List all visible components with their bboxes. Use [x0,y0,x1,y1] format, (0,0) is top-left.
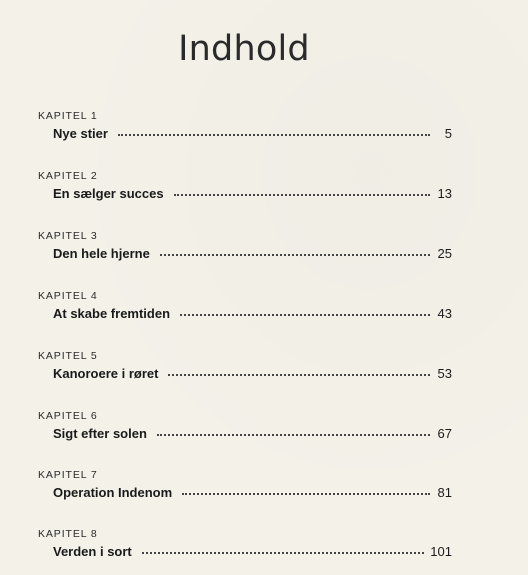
page-number: 81 [437,485,452,500]
page-title: Indhold [178,29,310,70]
chapter-title: En sælger succes [53,186,164,201]
toc-entry-2[interactable] [38,170,452,210]
dot-leader [168,373,430,376]
toc-line [53,126,452,146]
page-number: 101 [430,544,452,559]
chapter-title: Nye stier [53,126,108,141]
dot-leader [182,492,430,495]
chapter-title: Sigt efter solen [53,426,147,441]
toc-entry-8[interactable] [38,528,452,568]
toc-entry-1[interactable] [38,110,452,150]
chapter-label: KAPITEL 7 [38,469,98,481]
page-number: 25 [437,246,452,261]
chapter-label: KAPITEL 6 [38,410,98,422]
page-number: 5 [444,126,452,141]
page-number: 13 [437,186,452,201]
chapter-title: At skabe fremtiden [53,306,171,321]
toc-line [53,246,452,266]
dot-leader [142,551,425,554]
toc-line [53,366,452,386]
page-number: 53 [437,366,452,381]
dot-leader [160,253,430,256]
toc-line [53,186,452,206]
chapter-title: Kanoroere i røret [53,366,159,381]
toc-entry-6[interactable] [38,410,452,450]
chapter-title: Verden i sort [53,544,132,559]
page-number: 67 [437,426,452,441]
dot-leader [157,433,430,436]
toc-line [53,485,452,505]
toc-line [53,544,452,564]
toc-line [53,426,452,446]
chapter-title: Operation Indenom [53,485,173,500]
toc-entry-5[interactable] [38,350,452,390]
page-number: 43 [437,306,452,321]
toc-entry-7[interactable] [38,469,452,509]
chapter-label: KAPITEL 2 [38,170,98,182]
chapter-label: KAPITEL 8 [38,528,98,540]
toc-line [53,306,452,326]
toc-entry-4[interactable] [38,290,452,330]
chapter-label: KAPITEL 5 [38,350,98,362]
dot-leader [174,193,430,196]
chapter-label: KAPITEL 4 [38,290,98,302]
chapter-label: KAPITEL 1 [38,110,98,122]
toc-entry-3[interactable] [38,230,452,270]
dot-leader [118,133,430,136]
dot-leader [180,313,430,316]
chapter-label: KAPITEL 3 [38,230,98,242]
chapter-title: Den hele hjerne [53,246,150,261]
